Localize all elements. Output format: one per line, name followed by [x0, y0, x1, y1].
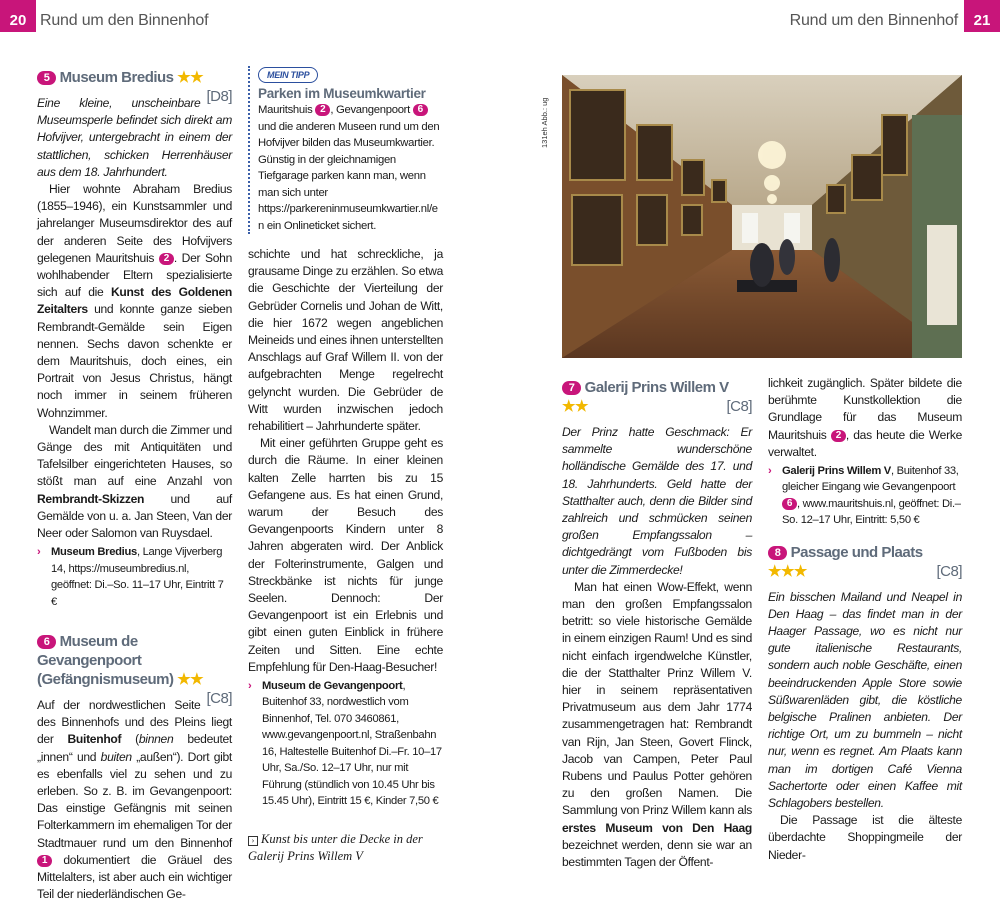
- text-segment: Eine kleine, unscheinbare Museumsperle befindet sich direkt am Hofvijver, untergebracht in einem der stattlichen, schicken Herrenhäuser aus dem 18. Jahrhundert.: [37, 96, 232, 179]
- paragraph: [37, 697, 232, 903]
- column-1: [37, 68, 232, 903]
- star-rating: ★★: [562, 398, 588, 415]
- paragraph: [768, 812, 962, 864]
- paragraph: [248, 246, 443, 435]
- map-marker-badge: 8: [768, 546, 787, 560]
- running-head-right: Rund um den Binnenhof: [789, 12, 958, 29]
- text-segment: „außen“). Dort gibt es ebenfalls viel zu sehen und zu erleben. So z. B. im Gevangenpoort: Das einstige Gefängnis mit seinen Folterkammern im ehemaligen Tor der Stadtmauer rund um den Binnenhof: [37, 749, 232, 850]
- paragraph: [768, 375, 962, 461]
- text-segment: Der Prinz hatte Geschmack: Er sammelte wunderschöne holländische Gemälde des 17. und 18. Jahrhunderts. Geld hatte der Statthalter auch, denn die Bilder sind zahlreich und schmücken seinen großen Empfangssalon – dichtgedrängt vom Fußboden bis unter die Zimmerdecke!: [562, 425, 752, 577]
- info-block-galerij: [768, 463, 962, 529]
- map-marker-badge: 2: [831, 430, 846, 442]
- text-segment: Die Passage ist die älteste überdachte Shoppingmeile der Nieder-: [768, 813, 962, 862]
- text-segment: , Gevangenpoort: [330, 104, 413, 116]
- page-number-left: 20: [0, 0, 36, 32]
- map-grid-ref: [C8]: [936, 562, 962, 580]
- text-segment: Mit einer geführten Gruppe geht es durch die Räume. In einer kleinen kalten Zelle harrten bis zu 15 Gefangene aus. Es hat einen Grund, warum der Besuch des Gevangenpoorts Kindern unter 8 Jahren abgeraten wird. Der Anblick der Folterinstrumente, Galgen und Streckbänke ist nichts für junge Seelen. Dennoch: Der Gevangenpoort ist ein Erlebnis und gibt einen guten Einblick in frühere Zeiten und Sitten. Eine echte Empfehlung für Den-Haag-Besucher!: [248, 436, 443, 674]
- text-segment: (: [121, 732, 139, 747]
- text-segment: und die anderen Museen rund um den Hofvijver bilden das Museumkwartier. Günstig in der gleichnamigen Tiefgarage parken kann man, wenn man sich unter https://parkereninmuseumkwartier.nl/en ein Onlineticket sichert.: [258, 120, 440, 232]
- text-segment: bezeichnet werden, denn sie war an bestimmten Tagen der Öffent-: [562, 837, 752, 870]
- map-marker-badge: 6: [413, 104, 428, 116]
- bold-text: erstes Museum von Den Haag: [562, 820, 752, 835]
- map-marker-badge: 6: [782, 498, 797, 510]
- heading-passage-plaats: [768, 543, 962, 581]
- text-segment: , das heute die Werke verwaltet.: [768, 427, 963, 459]
- text-segment: , www.mauritshuis.nl, geöffnet: Di.–So. 12–17 Uhr, Eintritt: 5,50 €: [782, 497, 961, 527]
- map-grid-ref: [C8]: [726, 398, 752, 415]
- text-segment: . Der Sohn wohlhabender Eltern spezialisierte sich auf die: [37, 250, 233, 300]
- bold-text: Museum de Gevangenpoort: [262, 680, 403, 693]
- arrow-icon: ›: [248, 680, 252, 693]
- column-4: [768, 375, 962, 864]
- heading-title: Museum de Gevangenpoort (Gefängnismuseum): [37, 632, 174, 688]
- map-marker-badge: 1: [37, 855, 52, 867]
- caption-arrow-icon: ›: [248, 836, 258, 846]
- text-segment: dokumentiert die Gräuel des Mittelalters, ist aber auch ein wichtiger Teil der niederländischen Ge-: [37, 852, 232, 902]
- map-marker-badge: 5: [37, 71, 56, 85]
- paragraph: [562, 579, 752, 871]
- text-segment: Mauritshuis: [258, 104, 316, 116]
- bold-text: Kunst des Goldenen Zeitalters: [37, 285, 232, 317]
- map-marker-badge: 7: [562, 381, 581, 395]
- heading-title: Passage und Plaats: [790, 543, 923, 561]
- star-rating: ★★: [177, 69, 204, 86]
- paragraph: [248, 435, 443, 676]
- bold-text: Rembrandt-Skizzen: [37, 491, 145, 506]
- info-block-gevangenpoort: [248, 678, 443, 809]
- map-grid-ref: [C8]: [206, 689, 232, 707]
- text-segment: Wandelt man durch die Zimmer und Gänge des mit Antiquitäten und Tafelsilber eingerichteten Hauses, so stößt man auf eine Anzahl von: [37, 422, 232, 489]
- gallery-photo: [562, 75, 962, 358]
- map-marker-badge: 2: [315, 104, 330, 116]
- photo-caption: [248, 831, 443, 865]
- text-segment: , Buitenhof 33, gleicher Eingang wie Gevangenpoort: [782, 465, 959, 494]
- info-block-bredius: [37, 544, 232, 610]
- text-segment: , Buitenhof 33, nordwestlich vom Binnenhof, Tel. 070 3460861, www.gevangenpoort.nl, Straßenbahn 16, Haltestelle Buitenhof Di.–Fr. 10–17 Uhr, Sa./So. 12–17 Uhr, nur mit Führung (stündlich von 10.45 Uhr bis 15.45 Uhr), Eintritt 15 €, Kinder 7,50 €: [262, 680, 442, 807]
- text-segment: Hier wohnte Abraham Bredius (1855–1946), ein Kunstsammler und jahrelanger Museumsdirektor des auf der anderen Seite des Hofvijvers gelegenen Mauritshuis: [37, 182, 232, 265]
- text-segment: Ein bisschen Mailand und Neapel in Den Haag – das findet man in der Haager Passage, wo es nicht nur gute italienische Restaurants, sondern auch noble Geschäfte, einen beeindruckenden Apple Store sowie Süßwarenläden gibt, die köstliche belgische Pralinen anbieten. Der richtige Ort, um zu bummeln – nicht nur, wenn es regnet. Am Plaats kann man im dortigen Café Vienna Sachertorte oder einen Kaffee mit Schlagobers bestellen.: [768, 589, 962, 811]
- map-marker-badge: 2: [159, 253, 174, 265]
- text-segment: , Lange Vijverberg 14, https://museumbredius.nl, geöffnet: Di.–So. 11–17 Uhr, Eintritt 7 €: [51, 546, 224, 608]
- heading-gevangenpoort: [37, 632, 232, 707]
- mein-tipp-logo: MEIN TIPP: [258, 67, 318, 83]
- column-2: [248, 66, 443, 865]
- bold-text: Buitenhof: [67, 732, 122, 747]
- text-segment: und konnte ganze sieben Rembrandt-Gemälde sein Eigen nennen. Sechs davon schenkte er dem Mauritshuis, doch eines, ein Portrait von Jesus Christus, hängt noch immer in seinem früheren Wohnzimmer.: [37, 302, 232, 420]
- text-segment: Man hat einen Wow-Effekt, wenn man den großen Empfangssalon betritt: so viele historische Gemälde in einem einzigen Raum! Und es sind nicht einfach irgendwelche Künstler, die der Statthalter Prinz Willem V. hier in seinem repräsentativen Privatmuseum aus dem Jahr 1774 zusammengetragen hat: Rembrandt van Rijn, Jan Steen, Govert Flinck, Jacob van Campen, Peter Paul Rubens und Paulus Potter gehören zu den großen Namen. Die Sammlung von Prinz Willem kann als: [562, 579, 752, 818]
- tip-box: [248, 66, 443, 234]
- tip-text: [258, 102, 443, 234]
- page-number-right: 21: [964, 0, 1000, 32]
- bold-text: Museum Bredius: [51, 546, 137, 559]
- star-rating: ★★★: [768, 562, 807, 580]
- photo-credit: 131eh Abb.: ug: [540, 97, 549, 148]
- text-segment: buiten: [100, 749, 132, 764]
- bold-text: Galerij Prins Willem V: [782, 465, 891, 478]
- running-head-left: Rund um den Binnenhof: [40, 12, 209, 29]
- text-segment: und auf Gemälde von u. a. Jan Steen, Van der Neer oder Salomon van Ruysdael.: [37, 491, 232, 541]
- text-segment: bedeutet „innen“ und: [37, 732, 232, 764]
- intro-paragraph: [37, 95, 232, 181]
- arrow-icon: ›: [37, 546, 41, 559]
- text-segment: lichkeit zugänglich. Später bildete die berühmte Kunstkollektion die Grundlage für das Museum Mauritshuis: [768, 376, 962, 442]
- intro-paragraph: [768, 589, 962, 813]
- star-rating: ★★: [177, 670, 204, 688]
- paragraph: [37, 422, 232, 542]
- map-grid-ref: [D8]: [206, 88, 232, 105]
- text-segment: binnen: [138, 732, 174, 747]
- heading-galerij-prins-willem: [562, 378, 752, 416]
- text-segment: Auf der nordwestlichen Seite des Binnenhofs und des Pleins liegt der: [37, 697, 232, 747]
- heading-title: Museum Bredius: [59, 69, 174, 86]
- tip-title: Parken im Museumkwartier: [258, 86, 426, 101]
- intro-paragraph: [562, 424, 752, 579]
- text-segment: schichte und hat schreckliche, ja grausame Dinge zu erzählen. So etwa die Geschichte der Vierteilung der Gebrüder Cornelis und Johan de Witt, die hier 1672 wegen angeblichen Meineids und eines ihnen unterstellten Anschlags auf Graf Willem II. von der aufgebrachten Menge regelrecht gelyncht wurden. Die Gebrüder de Witt wurden inzwischen jedoch rehabilitiert – Jahrhunderte später.: [248, 247, 444, 434]
- column-3: [562, 378, 752, 871]
- paragraph: [37, 181, 232, 422]
- arrow-icon: ›: [768, 465, 772, 478]
- map-marker-badge: 6: [37, 635, 56, 649]
- heading-museum-bredius: [37, 68, 232, 105]
- heading-title: Galerij Prins Willem V: [584, 379, 729, 396]
- caption-text: Kunst bis unter die Decke in der Galerij Prins Willem V: [248, 832, 423, 864]
